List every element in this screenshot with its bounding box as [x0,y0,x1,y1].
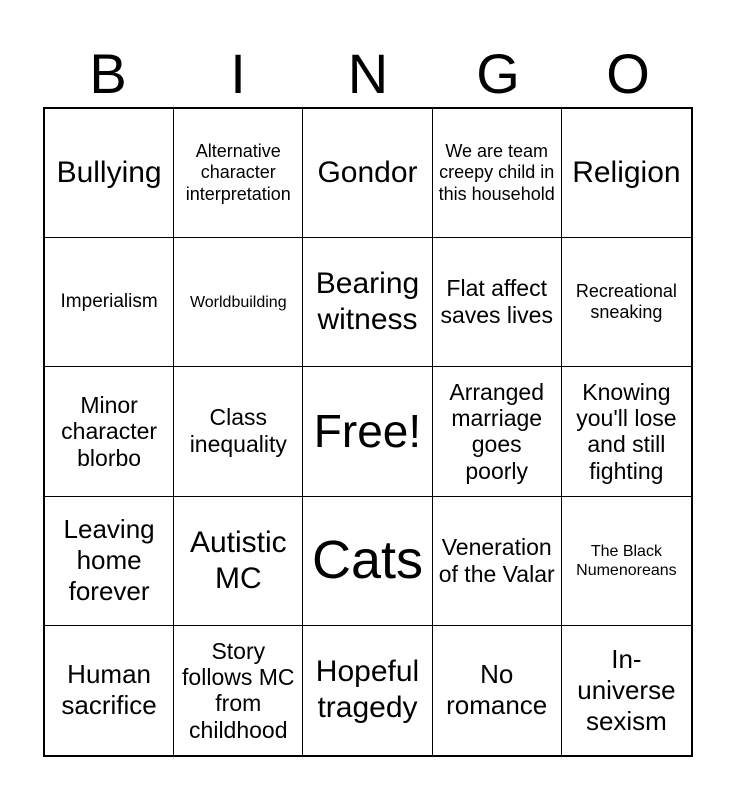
bingo-cell[interactable]: Story follows MC from childhood [174,626,303,755]
bingo-cell[interactable]: Human sacrifice [45,626,174,755]
bingo-cell[interactable]: Cats [303,497,432,626]
header-letter-b: B [89,42,127,105]
header-letter-g: G [476,42,520,105]
bingo-cell[interactable]: Religion [562,109,691,238]
bingo-cell[interactable]: Minor character blorbo [45,367,174,496]
bingo-cell[interactable]: Bearing witness [303,238,432,367]
bingo-cell[interactable]: Imperialism [45,238,174,367]
bingo-cell[interactable]: Recreational sneaking [562,238,691,367]
bingo-cell[interactable]: Alternative character interpretation [174,109,303,238]
header-letter-i: I [230,42,246,105]
bingo-cell[interactable]: Worldbuilding [174,238,303,367]
bingo-cell[interactable]: Gondor [303,109,432,238]
header-letter-n: N [347,42,389,105]
bingo-cell[interactable]: No romance [433,626,562,755]
bingo-cell[interactable]: Hopeful tragedy [303,626,432,755]
header-letter-o: O [606,42,650,105]
bingo-header [43,40,693,108]
bingo-cell[interactable]: Knowing you'll lose and still fighting [562,367,691,496]
bingo-cell[interactable]: In-universe sexism [577,643,676,736]
bingo-cell[interactable]: We are team creepy child in this household [433,109,562,238]
bingo-cell[interactable]: Veneration of the Valar [433,497,562,626]
bingo-cell[interactable]: Autistic MC [174,497,303,626]
bingo-cell[interactable]: Bullying [45,109,174,238]
bingo-cell[interactable]: Class inequality [174,367,303,496]
bingo-cell[interactable]: Arranged marriage goes poorly [433,367,562,496]
bingo-cell[interactable]: Flat affect saves lives [433,238,562,367]
bingo-board [43,107,693,757]
bingo-cell[interactable]: The Black Numenoreans [562,497,691,626]
free-space-cell[interactable]: Free! [303,367,432,496]
bingo-cell[interactable]: Leaving home forever [45,497,174,626]
